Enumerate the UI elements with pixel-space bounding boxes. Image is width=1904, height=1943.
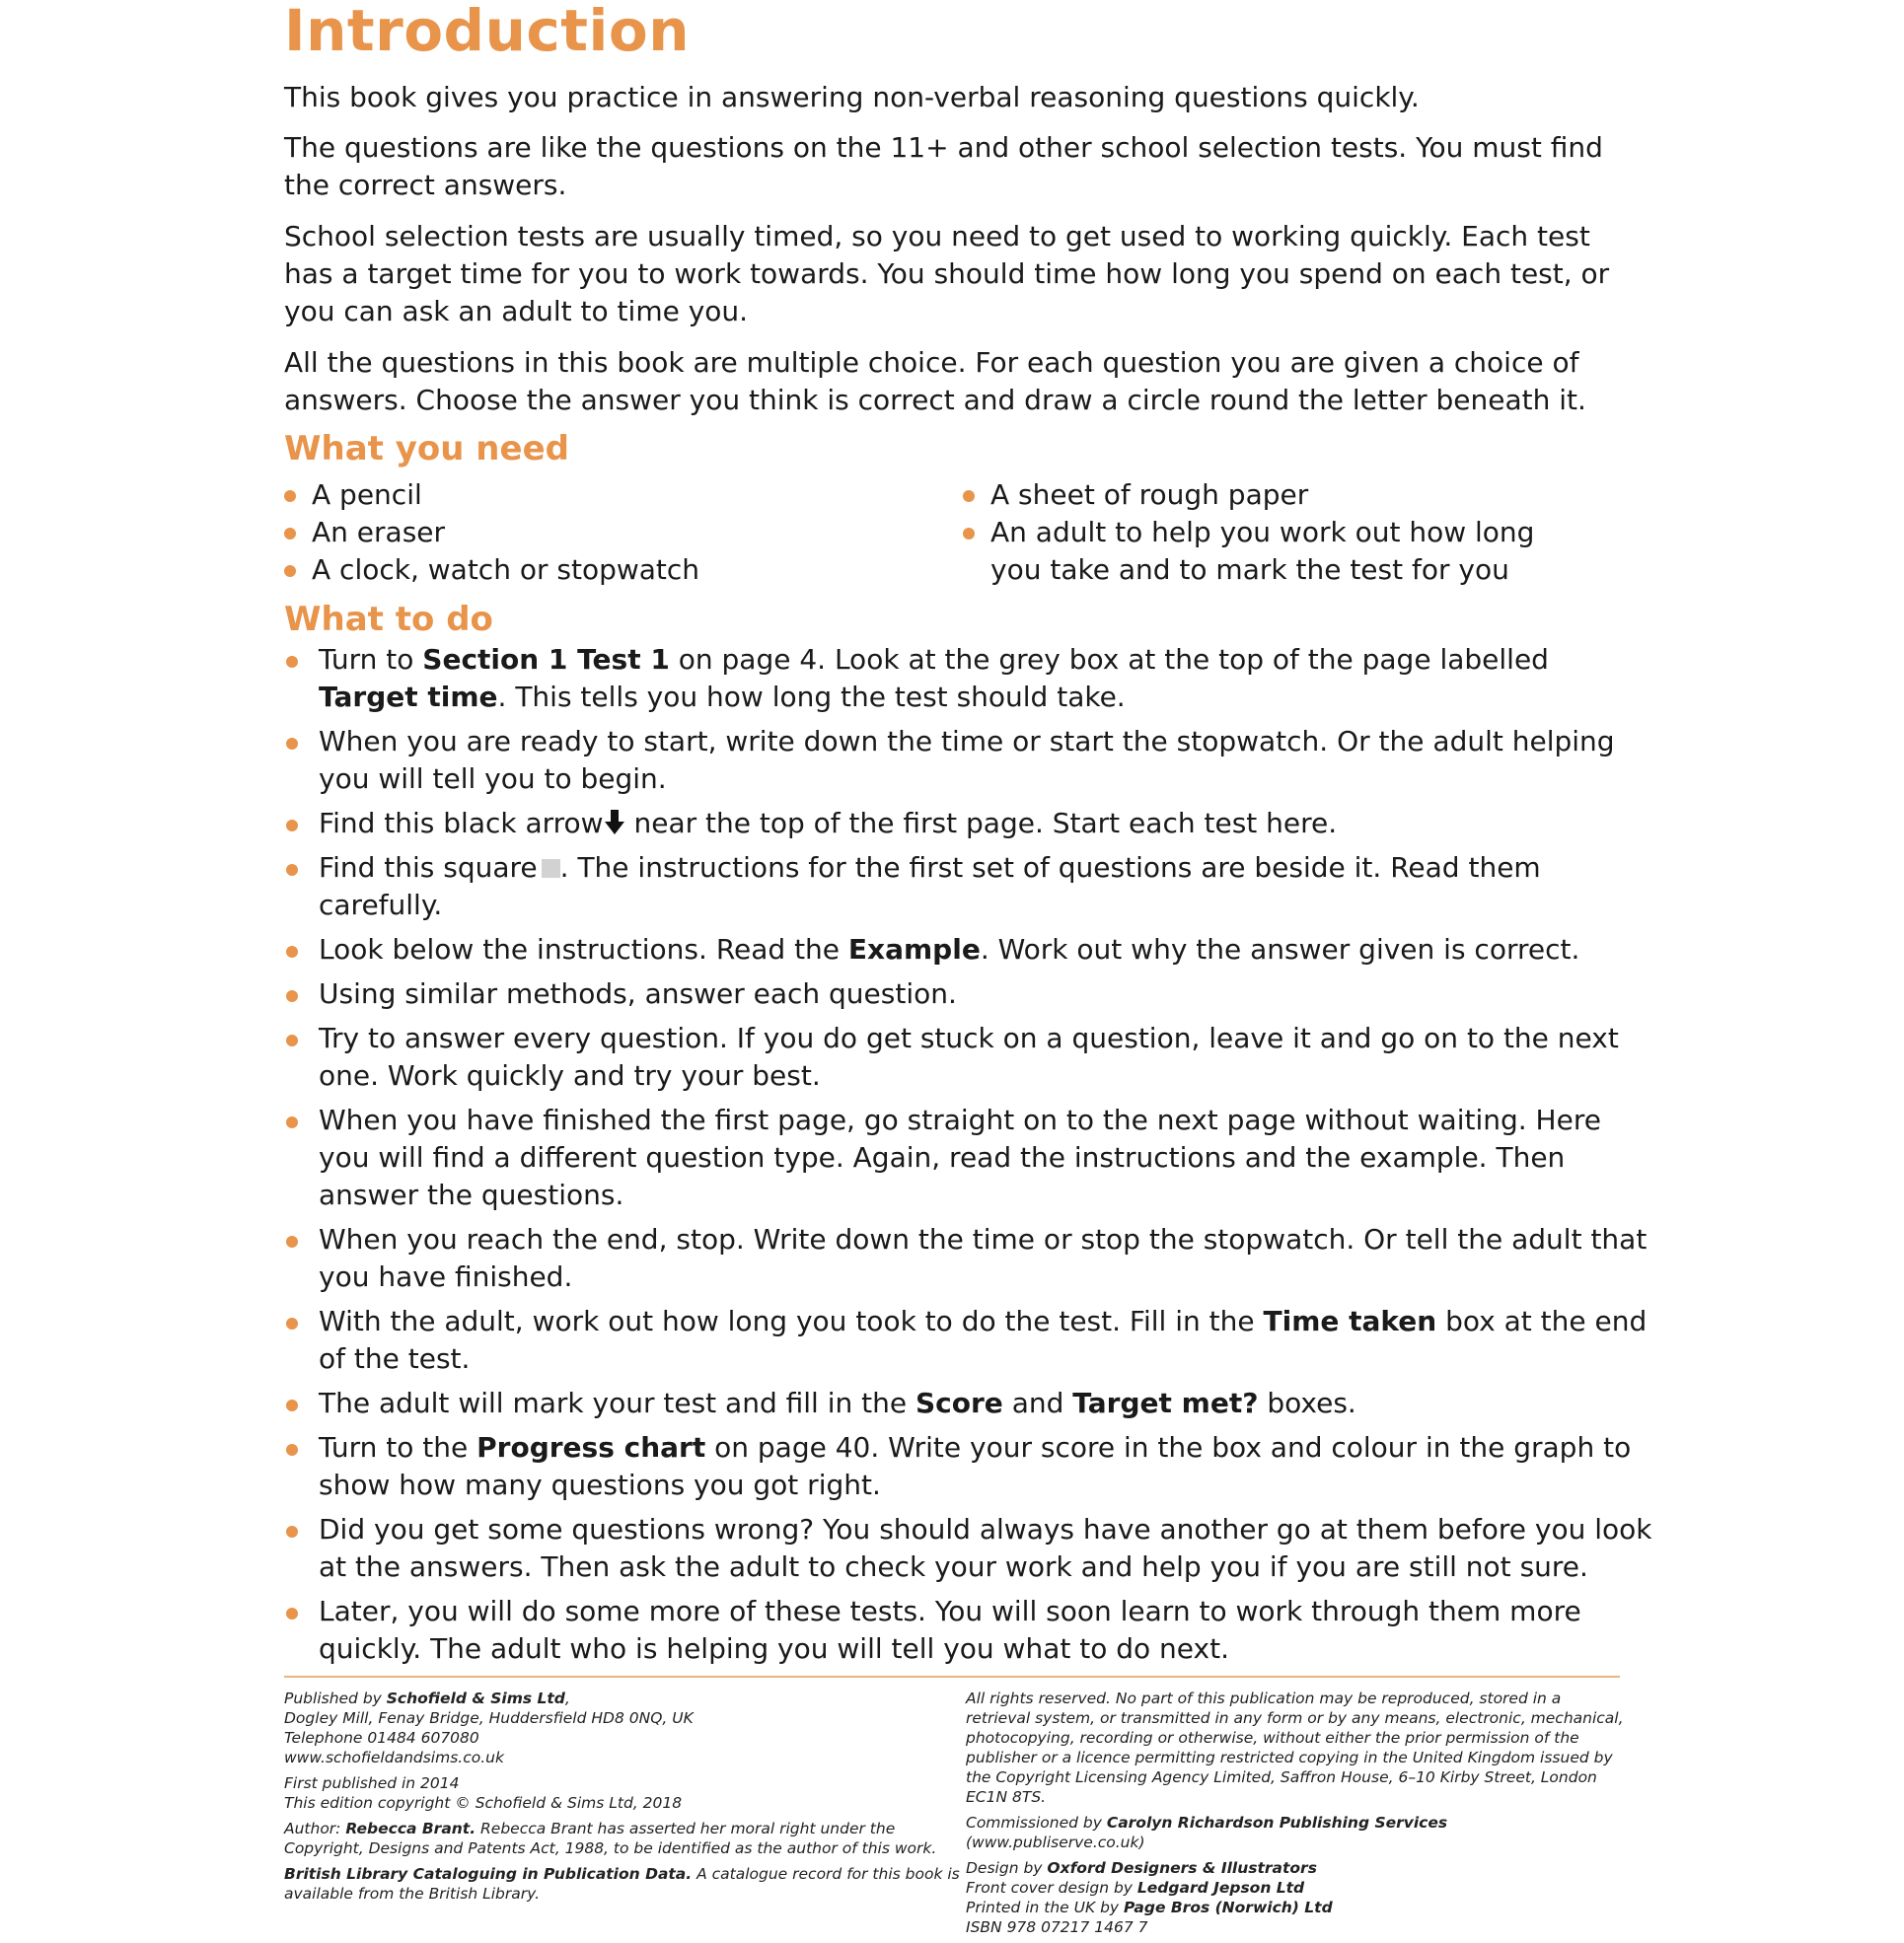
author-block: Author: Rebecca Brant. Rebecca Brant has asserted her moral right under the Copyright, Designs and Patents Act, 1988, to be identified as the author of this work. — [284, 1820, 937, 1857]
bullet-dot-icon — [286, 1444, 298, 1456]
list-item: Turn to the Progress chart on page 40. Write your score in the box and colour in the graph to show how many questions you got right. — [284, 1429, 1655, 1504]
bullet-dot-icon — [286, 1318, 298, 1330]
intro-paragraph-1: This book gives you practice in answering non-verbal reasoning questions quickly. — [284, 81, 1420, 113]
need-list-right — [961, 476, 1592, 589]
bullet-dot-icon — [286, 990, 298, 1002]
footer-divider — [284, 1676, 1620, 1678]
list-item: Find this black arrow near the top of the first page. Start each test here. — [284, 805, 1655, 842]
list-item: An adult to help you work out how long you take and to mark the test for you — [961, 514, 1592, 589]
page-title: Introduction — [284, 0, 690, 64]
publisher-website: www.schofieldandsims.co.uk — [284, 1749, 504, 1766]
bullet-dot-icon — [286, 864, 298, 876]
bullet-dot-icon — [286, 1236, 298, 1248]
list-item: A pencil — [282, 476, 914, 514]
bullet-dot-icon — [286, 1116, 298, 1128]
intro-paragraph-4: All the questions in this book are multiple choice. For each question you are given a choice of answers. Choose the answer you think is correct and draw a circle round the letter beneath it. — [284, 346, 1586, 416]
list-item: Did you get some questions wrong? You should always have another go at them before you look at the answers. Then ask the adult to check your work and help you if you are still not sure. — [284, 1511, 1655, 1586]
list-item: When you reach the end, stop. Write down the time or stop the stopwatch. Or tell the adult that you have finished. — [284, 1221, 1655, 1296]
down-arrow-icon — [604, 808, 625, 835]
footer-right — [966, 1689, 1627, 1943]
list-item: Look below the instructions. Read the Example. Work out why the answer given is correct. — [284, 931, 1655, 969]
bullet-dot-icon — [286, 656, 298, 668]
list-item: When you have finished the first page, go straight on to the next page without waiting. Here you will find a different question type. Again, read the instructions and the example. Then answer the questions. — [284, 1102, 1655, 1214]
bullet-dot-icon — [963, 490, 975, 502]
what-to-do-list — [284, 641, 1655, 1675]
bullet-dot-icon — [286, 1526, 298, 1538]
what-to-do-heading: What to do — [284, 600, 493, 639]
list-item: With the adult, work out how long you took to do the test. Fill in the Time taken box at the end of the test. — [284, 1303, 1655, 1378]
intro-paragraph-3: School selection tests are usually timed, so you need to get used to working quickly. Each test has a target time for you to work towards. You should time how long you spend on each test, or you can ask an adult to time you. — [284, 220, 1610, 327]
bullet-dot-icon — [286, 1608, 298, 1619]
list-item: Find this square . The instructions for the first set of questions are beside it. Read them carefully. — [284, 849, 1655, 924]
list-item: A sheet of rough paper — [961, 476, 1592, 514]
cataloguing-block: British Library Cataloguing in Publication Data. A catalogue record for this book is available from the British Library. — [284, 1865, 960, 1903]
list-item: An eraser — [282, 514, 914, 551]
intro-paragraph-2: The questions are like the questions on the 11+ and other school selection tests. You must find the correct answers. — [284, 131, 1603, 201]
grey-square-icon — [542, 859, 560, 878]
bullet-dot-icon — [284, 565, 296, 577]
bullet-dot-icon — [286, 946, 298, 958]
list-item: Using similar methods, answer each question. — [284, 975, 1655, 1013]
list-item: A clock, watch or stopwatch — [282, 551, 914, 589]
list-item: Turn to Section 1 Test 1 on page 4. Look at the grey box at the top of the page labelled Target time. This tells you how long the test should take. — [284, 641, 1655, 716]
bullet-dot-icon — [286, 738, 298, 750]
footer-left — [284, 1689, 965, 1909]
rights-block: All rights reserved. No part of this publication may be reproduced, stored in a retrieval system, or transmitted in any form or by any means, electronic, mechanical, photocopying, recording or otherwise, without either the prior permission of the publisher or a licence permitting restricted copying in the United Kingdom issued by the Copyright Licensing Agency Limited, Saffron House, 6–10 Kirby Street, London EC1N 8TS. — [966, 1690, 1624, 1806]
edition-block: First published in 2014 This edition copyright © Schofield & Sims Ltd, 2018 — [284, 1774, 683, 1812]
bullet-dot-icon — [286, 820, 298, 831]
credits-block: Design by Oxford Designers & Illustrators Front cover design by Ledgard Jepson Ltd Printed in the UK by Page Bros (Norwich) Ltd ISBN 978 07217 1467 7 — [966, 1859, 1333, 1936]
list-item: When you are ready to start, write down the time or start the stopwatch. Or the adult helping you will tell you to begin. — [284, 723, 1655, 798]
commissioned-block: Commissioned by Carolyn Richardson Publishing Services (www.publiserve.co.uk) — [966, 1814, 1448, 1851]
isbn: ISBN 978 07217 1467 7 — [966, 1918, 1148, 1936]
bullet-dot-icon — [963, 528, 975, 540]
what-you-need-heading: What you need — [284, 429, 569, 468]
need-list-left — [282, 476, 914, 589]
bullet-dot-icon — [286, 1400, 298, 1411]
bullet-dot-icon — [284, 528, 296, 540]
list-item: Try to answer every question. If you do get stuck on a question, leave it and go on to the next one. Work quickly and try your best. — [284, 1020, 1655, 1095]
list-item: Later, you will do some more of these tests. You will soon learn to work through them more quickly. The adult who is helping you will tell you what to do next. — [284, 1593, 1655, 1668]
bullet-dot-icon — [284, 490, 296, 502]
bullet-dot-icon — [286, 1035, 298, 1046]
publisher-block: Published by Schofield & Sims Ltd, Dogley Mill, Fenay Bridge, Huddersfield HD8 0NQ, UK Telephone 01484 607080 www.schofieldandsims.co.uk — [284, 1690, 694, 1766]
list-item: The adult will mark your test and fill in the Score and Target met? boxes. — [284, 1385, 1655, 1422]
